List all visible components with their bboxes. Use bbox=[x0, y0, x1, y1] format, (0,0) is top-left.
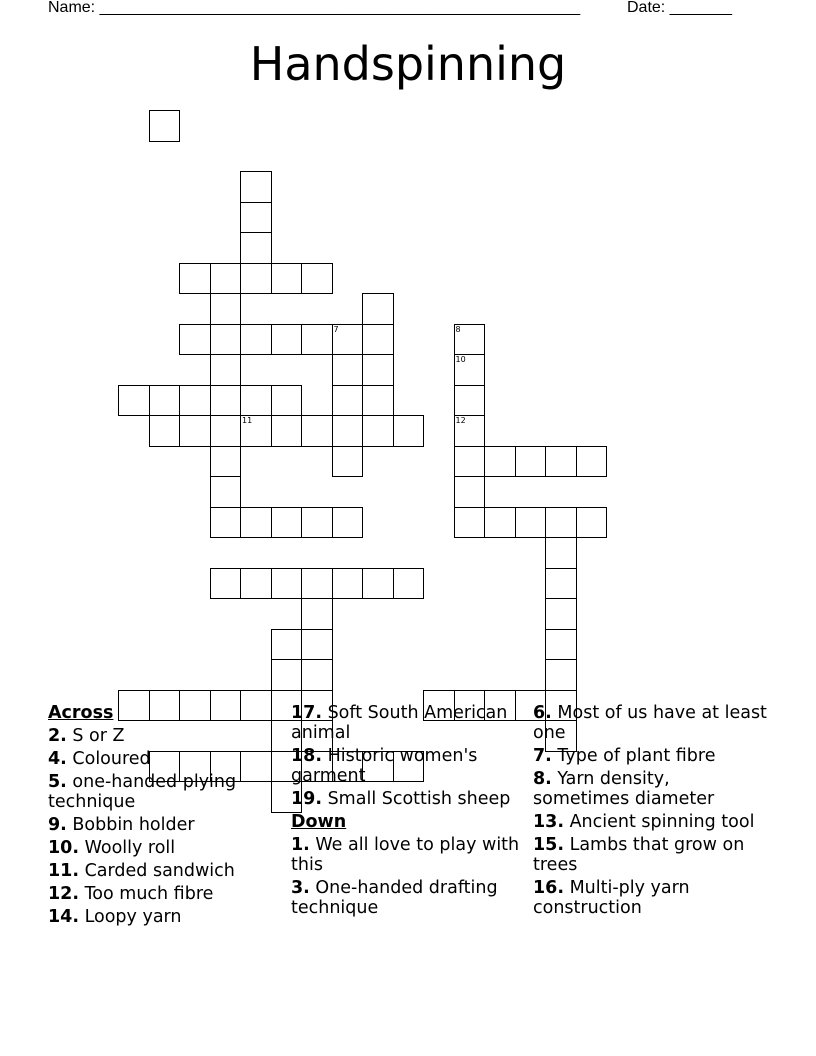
grid-cell[interactable] bbox=[118, 385, 150, 417]
clue-number: 12 bbox=[455, 416, 466, 425]
grid-cell[interactable] bbox=[301, 263, 333, 295]
grid-cell[interactable] bbox=[362, 385, 394, 417]
clue-heading-down: Down bbox=[291, 812, 347, 832]
clue-text: Multi-ply yarn construction bbox=[533, 878, 690, 918]
grid-cell[interactable] bbox=[240, 263, 272, 295]
grid-cell[interactable] bbox=[240, 171, 272, 203]
clue-number-label: 6. bbox=[533, 703, 552, 723]
grid-cell[interactable] bbox=[240, 507, 272, 539]
grid-cell[interactable] bbox=[454, 385, 486, 417]
grid-cell[interactable] bbox=[332, 354, 364, 386]
grid-cell[interactable] bbox=[484, 507, 516, 539]
grid-cell[interactable] bbox=[271, 415, 303, 447]
clue-number-label: 15. bbox=[533, 835, 565, 855]
clue-text: We all love to play with this bbox=[291, 835, 520, 875]
grid-cell[interactable] bbox=[454, 415, 486, 447]
clue-text: Lambs that grow on trees bbox=[533, 835, 745, 875]
clue-text: Woolly roll bbox=[79, 838, 176, 858]
grid-cell[interactable] bbox=[210, 324, 242, 356]
grid-cell[interactable] bbox=[240, 568, 272, 600]
clue-text: one-handed plying technique bbox=[48, 772, 237, 812]
clue-item bbox=[48, 838, 283, 858]
grid-cell[interactable] bbox=[210, 415, 242, 447]
grid-cell[interactable] bbox=[362, 354, 394, 386]
clue-column-2 bbox=[291, 703, 526, 921]
grid-cell[interactable] bbox=[332, 446, 364, 478]
grid-cell[interactable] bbox=[301, 659, 333, 691]
clue-item bbox=[533, 746, 768, 766]
grid-cell[interactable] bbox=[271, 385, 303, 417]
grid-cell[interactable] bbox=[240, 415, 272, 447]
clue-item bbox=[48, 861, 283, 881]
grid-cell[interactable] bbox=[545, 659, 577, 691]
clue-text: Too much fibre bbox=[79, 884, 214, 904]
grid-cell[interactable] bbox=[240, 324, 272, 356]
clue-item bbox=[291, 789, 526, 809]
clue-number-label: 14. bbox=[48, 907, 80, 927]
clue-heading-across: Across bbox=[48, 703, 114, 723]
grid-cell[interactable] bbox=[515, 446, 547, 478]
clue-number-label: 1. bbox=[291, 835, 310, 855]
grid-cell[interactable] bbox=[301, 598, 333, 630]
grid-cell[interactable] bbox=[454, 507, 486, 539]
grid-cell[interactable] bbox=[362, 568, 394, 600]
clue-item bbox=[48, 815, 283, 835]
grid-cell[interactable] bbox=[179, 324, 211, 356]
clue-number-label: 11. bbox=[48, 861, 80, 881]
clue-text: Coloured bbox=[66, 749, 151, 769]
clue-column-3 bbox=[533, 703, 768, 921]
clue-text: Soft South American animal bbox=[291, 703, 508, 743]
clue-number-label: 18. bbox=[291, 746, 323, 766]
clue-text: S or Z bbox=[66, 726, 125, 746]
grid-cell[interactable] bbox=[484, 446, 516, 478]
clue-item bbox=[533, 769, 768, 809]
grid-cell[interactable] bbox=[179, 415, 211, 447]
grid-cell[interactable] bbox=[393, 568, 425, 600]
clue-number-label: 19. bbox=[291, 789, 323, 809]
name-field-label[interactable]: Name: ______________________________________________________ bbox=[48, 0, 581, 16]
grid-cell[interactable] bbox=[332, 507, 364, 539]
clue-text: Historic women's garment bbox=[291, 746, 478, 786]
clue-number-label: 4. bbox=[48, 749, 67, 769]
grid-cell[interactable] bbox=[332, 324, 364, 356]
clue-item bbox=[48, 907, 283, 927]
grid-cell[interactable] bbox=[149, 415, 181, 447]
date-field-label[interactable]: Date: _______ bbox=[627, 0, 732, 16]
grid-cell[interactable] bbox=[393, 415, 425, 447]
clue-item bbox=[48, 772, 283, 812]
grid-cell[interactable] bbox=[179, 385, 211, 417]
clue-text: Loopy yarn bbox=[79, 907, 182, 927]
clue-item bbox=[533, 703, 768, 743]
grid-cell[interactable] bbox=[210, 476, 242, 508]
grid-cell[interactable] bbox=[515, 507, 547, 539]
grid-cell[interactable] bbox=[240, 385, 272, 417]
grid-cell[interactable] bbox=[332, 415, 364, 447]
grid-cell[interactable] bbox=[545, 537, 577, 569]
clue-number: 7 bbox=[333, 324, 339, 334]
grid-cell[interactable] bbox=[240, 232, 272, 264]
clue-text: Bobbin holder bbox=[66, 815, 195, 835]
grid-cell[interactable] bbox=[179, 263, 211, 295]
grid-cell[interactable] bbox=[545, 568, 577, 600]
clue-number-label: 17. bbox=[291, 703, 323, 723]
clue-number-label: 8. bbox=[533, 769, 552, 789]
clue-text: Type of plant fibre bbox=[551, 746, 716, 766]
grid-cell[interactable] bbox=[362, 324, 394, 356]
grid-cell[interactable] bbox=[332, 385, 364, 417]
grid-cell[interactable] bbox=[271, 507, 303, 539]
clue-number-label: 13. bbox=[533, 812, 565, 832]
grid-cell[interactable] bbox=[210, 507, 242, 539]
clue-item bbox=[291, 835, 526, 875]
clue-item bbox=[291, 703, 526, 743]
grid-cell[interactable] bbox=[240, 202, 272, 234]
grid-cell[interactable] bbox=[545, 598, 577, 630]
grid-cell[interactable] bbox=[149, 110, 181, 142]
grid-cell[interactable] bbox=[301, 324, 333, 356]
clue-number-label: 12. bbox=[48, 884, 80, 904]
clue-item bbox=[48, 726, 283, 746]
grid-cell[interactable] bbox=[210, 385, 242, 417]
grid-cell[interactable] bbox=[301, 568, 333, 600]
grid-cell[interactable] bbox=[362, 293, 394, 325]
clue-text: Yarn density, sometimes diameter bbox=[533, 769, 715, 809]
clue-column-1 bbox=[48, 703, 283, 930]
clue-number-label: 16. bbox=[533, 878, 565, 898]
grid-cell[interactable] bbox=[271, 659, 303, 691]
grid-cell[interactable] bbox=[362, 415, 394, 447]
grid-cell[interactable] bbox=[271, 568, 303, 600]
clue-number-label: 5. bbox=[48, 772, 67, 792]
clue-item bbox=[533, 812, 768, 832]
grid-cell[interactable] bbox=[271, 629, 303, 661]
clue-number-label: 7. bbox=[533, 746, 552, 766]
grid-cell[interactable] bbox=[210, 354, 242, 386]
clue-number: 10 bbox=[455, 355, 466, 364]
page-title: Handspinning bbox=[249, 37, 567, 91]
grid-cell[interactable] bbox=[271, 263, 303, 295]
clue-item bbox=[48, 749, 283, 769]
grid-cell[interactable] bbox=[149, 385, 181, 417]
grid-cell[interactable] bbox=[545, 446, 577, 478]
grid-cell[interactable] bbox=[210, 446, 242, 478]
clue-text: Carded sandwich bbox=[79, 861, 235, 881]
grid-cell[interactable] bbox=[301, 415, 333, 447]
clue-item bbox=[291, 746, 526, 786]
clue-text: Most of us have at least one bbox=[533, 703, 767, 743]
clue-number: 8 bbox=[455, 324, 461, 334]
clue-item bbox=[533, 835, 768, 875]
grid-cell[interactable] bbox=[454, 354, 486, 386]
clue-item bbox=[291, 878, 526, 918]
clue-item bbox=[533, 878, 768, 918]
grid-cell[interactable] bbox=[454, 324, 486, 356]
grid-cell[interactable] bbox=[454, 476, 486, 508]
clue-item bbox=[48, 884, 283, 904]
grid-cell[interactable] bbox=[576, 446, 608, 478]
grid-cell[interactable] bbox=[576, 507, 608, 539]
grid-cell[interactable] bbox=[271, 324, 303, 356]
grid-cell[interactable] bbox=[545, 629, 577, 661]
clue-number-label: 9. bbox=[48, 815, 67, 835]
clue-text: One-handed drafting technique bbox=[291, 878, 498, 918]
clue-text: Ancient spinning tool bbox=[564, 812, 755, 832]
grid-cell[interactable] bbox=[454, 446, 486, 478]
clue-number-label: 2. bbox=[48, 726, 67, 746]
grid-cell[interactable] bbox=[301, 629, 333, 661]
clue-number-label: 10. bbox=[48, 838, 80, 858]
grid-cell[interactable] bbox=[210, 263, 242, 295]
grid-cell[interactable] bbox=[210, 568, 242, 600]
clue-text: Small Scottish sheep bbox=[322, 789, 511, 809]
grid-cell[interactable] bbox=[545, 507, 577, 539]
grid-cell[interactable] bbox=[332, 568, 364, 600]
clue-number: 11 bbox=[242, 416, 253, 425]
clue-number-label: 3. bbox=[291, 878, 310, 898]
grid-cell[interactable] bbox=[210, 293, 242, 325]
grid-cell[interactable] bbox=[301, 507, 333, 539]
